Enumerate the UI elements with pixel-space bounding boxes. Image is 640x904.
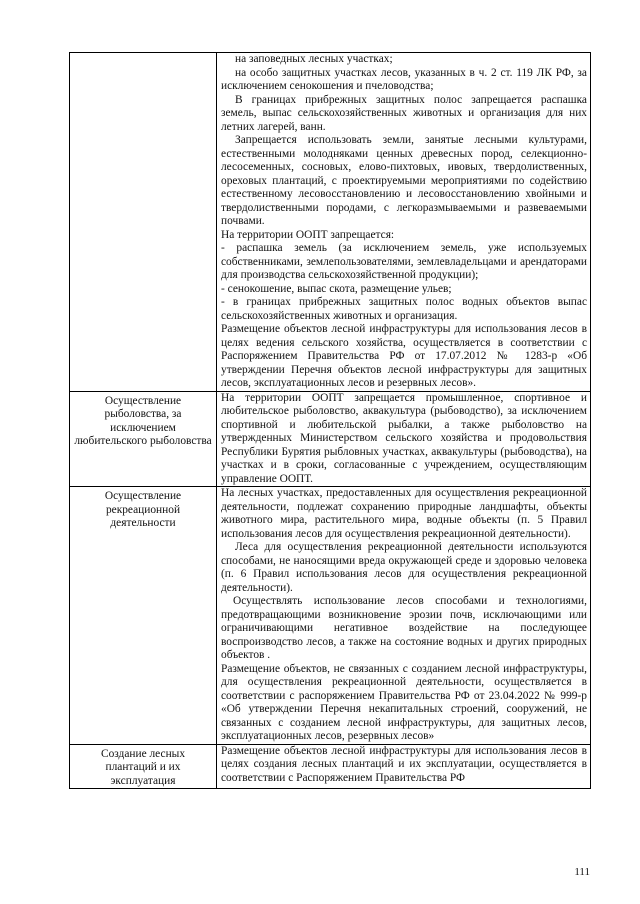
paragraph: В границах прибрежных защитных полос запрещается распашка земель, выпас сельскохозяйственных животных и организация для них летних лагерей, ванн. xyxy=(221,93,587,133)
paragraph: Размещение объектов лесной инфраструктуры для использования лесов в целях ведения сельского хозяйства, осуществляется в соответствии с Распоряжением Правительства РФ от 17.07.2012 № 1283-р «Об утверждении Перечня объектов лесной инфраструктуры для защитных лесов, эксплуатационных лесов и резервных лесов». xyxy=(221,323,587,389)
table-row xyxy=(70,391,591,487)
table-row xyxy=(70,744,591,789)
table-row xyxy=(70,53,591,392)
paragraph: - сенокошение, выпас скота, размещение ульев; xyxy=(221,282,452,295)
activity-label: Осуществление рыболовства, за исключением любительского рыболовства xyxy=(74,394,212,447)
restrictions-cell xyxy=(217,53,591,392)
activity-cell xyxy=(70,744,217,789)
activity-label: Создание лесных плантаций и их эксплуатация xyxy=(100,747,186,787)
paragraph: Размещение объектов, не связанных с созданием лесной инфраструктуры, для осуществления рекреационной деятельности, осуществляется в соответствии с распоряжением Правительства РФ от 23.04.2022 № 999-р «Об утверждении Перечня некапитальных строений, сооружений, не связанных с созданием лесной инфраструктуры, для защитных лесов, эксплуатационных лесов, резервных лесов» xyxy=(221,662,587,742)
paragraph: на заповедных лесных участках; xyxy=(235,53,393,65)
activity-cell xyxy=(70,487,217,745)
restrictions-cell xyxy=(217,487,591,745)
activity-label xyxy=(70,53,216,56)
restrictions-cell xyxy=(217,391,591,487)
paragraph: - в границах прибрежных защитных полос водных объектов выпас сельскохозяйственных животных и организация. xyxy=(221,296,587,322)
paragraph: на особо защитных участках лесов, указанных в ч. 2 ст. 119 ЛК РФ, за исключением сенокошения и пчеловодства; xyxy=(221,66,587,92)
activity-cell xyxy=(70,53,217,392)
paragraph: Запрещается использовать земли, занятые лесными культурами, естественными молодняками ценных древесных пород, селекционно-лесосеменных, сосновых, елово-пихтовых, ивовых, твердолиственных, ореховых плантаций, с проектируемыми мероприятиями по содействию естественному лесовосстановлению и лесовосстановлению хвойными и твердолиственными породами, с легкоразмываемыми и развеваемыми почвами. xyxy=(221,134,587,227)
activity-label: Осуществление рекреационной деятельности xyxy=(104,490,182,529)
regulations-table xyxy=(69,52,591,789)
paragraph: - распашка земель (за исключением земель, уже используемых собственниками, землепользователями, землевладельцами и арендаторами для производства сельскохозяйственной продукции); xyxy=(221,242,587,281)
activity-cell xyxy=(70,391,217,487)
paragraph: На территории ООПТ запрещается промышленное, спортивное и любительское рыболовство, аквакультура (рыбоводство), за исключением спортивной и любительской рыбалки, а также рыболовство на утвержденных Министерством сельского хозяйства и продовольствия Республики Бурятия рыбловных участках, аквакультуры (рыбоводства), на участках и в сроки, согласованные с учреждением, осуществляющим управление ООПТ. xyxy=(221,391,587,485)
paragraph: Леса для осуществления рекреационной деятельности используются способами, не наносящими вреда окружающей среде и здоровью человека (п. 6 Правил использования лесов для осуществления рекреационной деятельности). xyxy=(221,541,587,594)
table-row xyxy=(70,487,591,745)
paragraph: На территории ООПТ запрещается: xyxy=(221,228,395,241)
paragraph: Осуществлять использование лесов способами и технологиями, предотвращающими возникновение эрозии почв, исключающими или ограничивающими негативное воздействие на последующее воспроизводство лесов, а также на состояние водных и других природных объектов . xyxy=(221,595,587,661)
paragraph: Размещение объектов лесной инфраструктуры для использования лесов в целях создания лесных плантаций и их эксплуатации, осуществляется в соответствии с Распоряжением Правительства РФ xyxy=(221,744,587,784)
restrictions-cell xyxy=(217,744,591,789)
page-number: 111 xyxy=(574,866,590,878)
paragraph: На лесных участках, предоставленных для осуществления рекреационной деятельности, подлежат сохранению природные ландшафты, объекты животного мира, растительного мира, водные объекты (п. 5 Правил использования лесов для осуществления рекреационной деятельности). xyxy=(221,487,587,540)
